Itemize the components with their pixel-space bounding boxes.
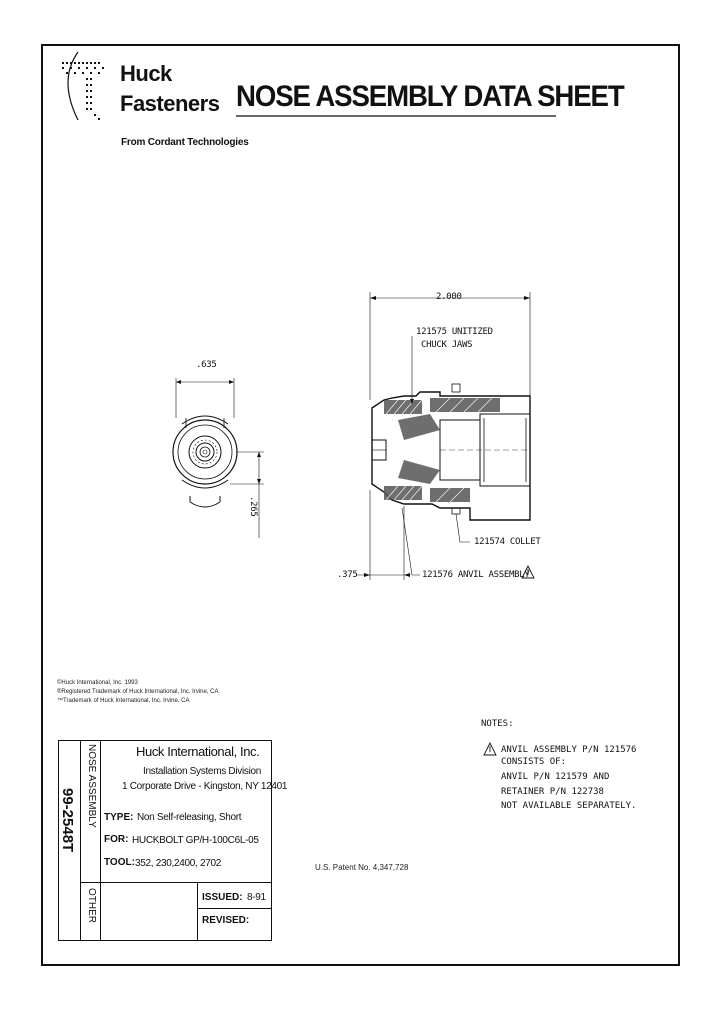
notes-heading: NOTES: bbox=[481, 719, 514, 729]
revised-label: REVISED: bbox=[202, 915, 250, 926]
dim-end-width-label: .635 bbox=[196, 360, 217, 370]
dim-end-height-label: .265 bbox=[248, 496, 258, 517]
trademark-line2: ®Registered Trademark of Huck International, Inc. Irvine, CA bbox=[57, 689, 219, 695]
issued-label: ISSUED: bbox=[202, 892, 243, 903]
huck-logo-icon bbox=[62, 52, 104, 120]
notes-line1: ANVIL ASSEMBLY P/N 121576 bbox=[501, 745, 637, 755]
tool-label: TOOL: bbox=[104, 857, 135, 868]
warning-triangle-icon bbox=[484, 743, 496, 755]
brand-name-line1: Huck bbox=[120, 61, 172, 86]
for-value: HUCKBOLT GP/H-100C6L-05 bbox=[132, 835, 259, 846]
type-label: TYPE: bbox=[104, 812, 134, 823]
issued-value: 8-91 bbox=[247, 892, 266, 903]
brand-name-line2: Fasteners bbox=[120, 91, 220, 116]
trademark-line3: ™Trademark of Huck International, Inc. Irvine, CA bbox=[57, 698, 190, 704]
other-label: OTHER bbox=[86, 888, 97, 923]
dim-front-label: .375 bbox=[337, 570, 358, 580]
callout-anvil: 121576 ANVIL ASSEMBLY bbox=[422, 570, 530, 580]
notes-line5: NOT AVAILABLE SEPARATELY. bbox=[501, 801, 637, 811]
for-label: FOR: bbox=[104, 834, 129, 845]
patent-number: U.S. Patent No. 4,347,728 bbox=[315, 863, 409, 872]
callout-jaws-line1: 121575 UNITIZED bbox=[416, 327, 493, 337]
type-value: Non Self-releasing, Short bbox=[137, 812, 242, 823]
notes-line3: ANVIL P/N 121579 AND bbox=[501, 772, 610, 782]
trademark-line1: ©Huck International, Inc. 1993 bbox=[57, 680, 138, 686]
company-division: Installation Systems Division bbox=[143, 766, 262, 777]
tool-value: 352, 230,2400, 2702 bbox=[135, 858, 222, 869]
notes-line2: CONSISTS OF: bbox=[501, 757, 567, 767]
brand-tagline: From Cordant Technologies bbox=[121, 137, 249, 148]
company-address: 1 Corporate Drive - Kingston, NY 12401 bbox=[122, 781, 288, 792]
callout-collet: 121574 COLLET bbox=[474, 537, 541, 547]
callout-jaws-line2: CHUCK JAWS bbox=[421, 340, 473, 350]
company-name: Huck International, Inc. bbox=[136, 744, 260, 759]
dim-overall-label: 2.000 bbox=[436, 292, 462, 302]
page-title: NOSE ASSEMBLY DATA SHEET bbox=[236, 80, 624, 113]
doc-number: 99-2548T bbox=[59, 788, 76, 853]
notes-line4: RETAINER P/N 122738 bbox=[501, 787, 604, 797]
doc-category: NOSE ASSEMBLY bbox=[86, 744, 97, 828]
